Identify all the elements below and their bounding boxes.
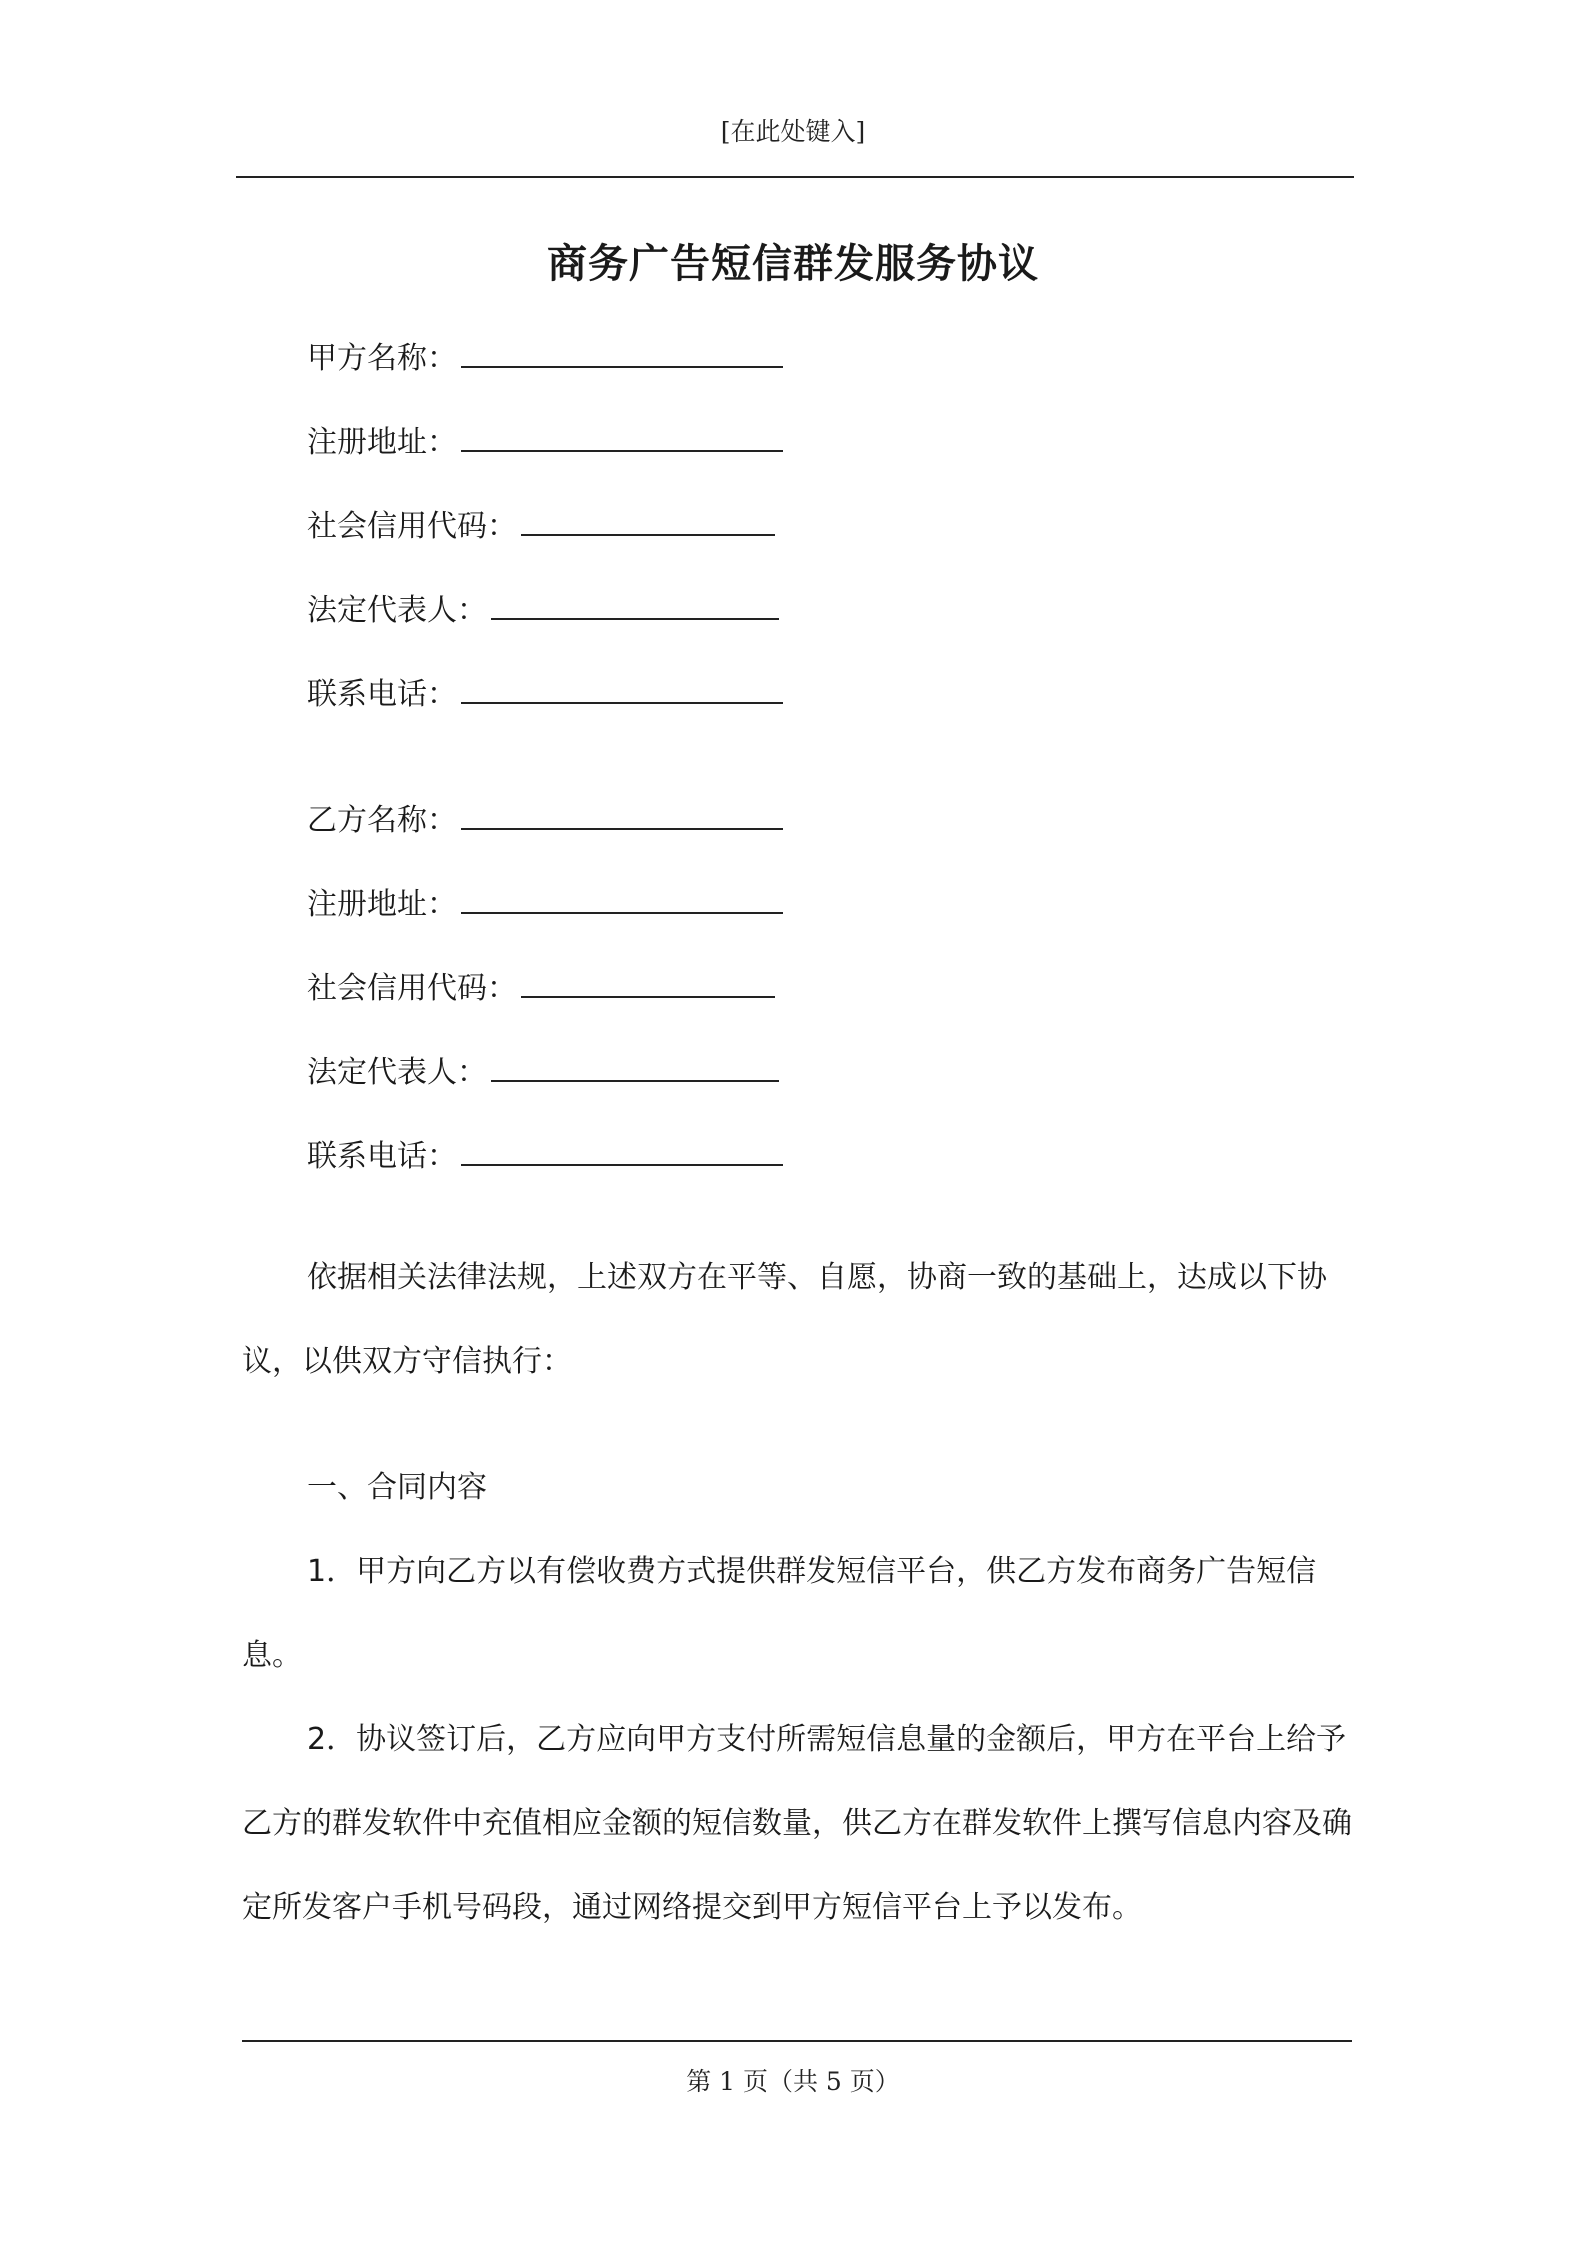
party-b-credit-code-field <box>307 968 775 1009</box>
fill-in-blank <box>491 1052 779 1082</box>
fill-in-blank <box>491 590 779 620</box>
intro-paragraph: 依据相关法律法规，上述双方在平等、自愿，协商一致的基础上，达成以下协议，以供双方守信执行： <box>242 1260 1327 1379</box>
clause-item: 1．甲方向乙方以有偿收费方式提供群发短信平台，供乙方发布商务广告短信息。 <box>242 1554 1317 1673</box>
fill-in-blank <box>461 1136 783 1166</box>
section-heading: 一、合同内容 <box>307 1470 487 1505</box>
party-a-credit-code-field <box>307 506 775 547</box>
party-b-name-field <box>307 800 783 841</box>
page-footer: 第 1 页（共 5 页） <box>686 2067 900 2096</box>
document-title: 商务广告短信群发服务协议 <box>547 241 1039 287</box>
party-a-phone-field <box>307 674 783 715</box>
fill-in-blank <box>521 968 775 998</box>
party-b-representative-field <box>307 1052 779 1093</box>
party-a-address-field <box>307 422 783 463</box>
field-label: 注册地址： <box>307 425 457 460</box>
party-b-address-field <box>307 884 783 925</box>
field-label: 法定代表人： <box>307 1055 487 1090</box>
page-header: [在此处键入] <box>720 117 866 146</box>
field-label: 联系电话： <box>307 1139 457 1174</box>
fill-in-blank <box>461 884 783 914</box>
clause-item: 2．协议签订后，乙方应向甲方支付所需短信息量的金额后，甲方在平台上给予乙方的群发软件中充值相应金额的短信数量，供乙方在群发软件上撰写信息内容及确定所发客户手机号码段，通过网络提交到甲方短信平台上予以发布。 <box>242 1722 1352 1925</box>
footer-divider <box>242 2040 1352 2042</box>
fill-in-blank <box>461 422 783 452</box>
field-label: 法定代表人： <box>307 593 487 628</box>
party-a-name-field <box>307 338 783 379</box>
field-label: 乙方名称： <box>307 803 457 838</box>
fill-in-blank <box>521 506 775 536</box>
party-b-phone-field <box>307 1136 783 1177</box>
field-label: 联系电话： <box>307 677 457 712</box>
fill-in-blank <box>461 338 783 368</box>
field-label: 社会信用代码： <box>307 509 517 544</box>
header-divider <box>236 176 1354 178</box>
party-a-representative-field <box>307 590 779 631</box>
field-label: 注册地址： <box>307 887 457 922</box>
field-label: 社会信用代码： <box>307 971 517 1006</box>
fill-in-blank <box>461 800 783 830</box>
fill-in-blank <box>461 674 783 704</box>
field-label: 甲方名称： <box>307 341 457 376</box>
